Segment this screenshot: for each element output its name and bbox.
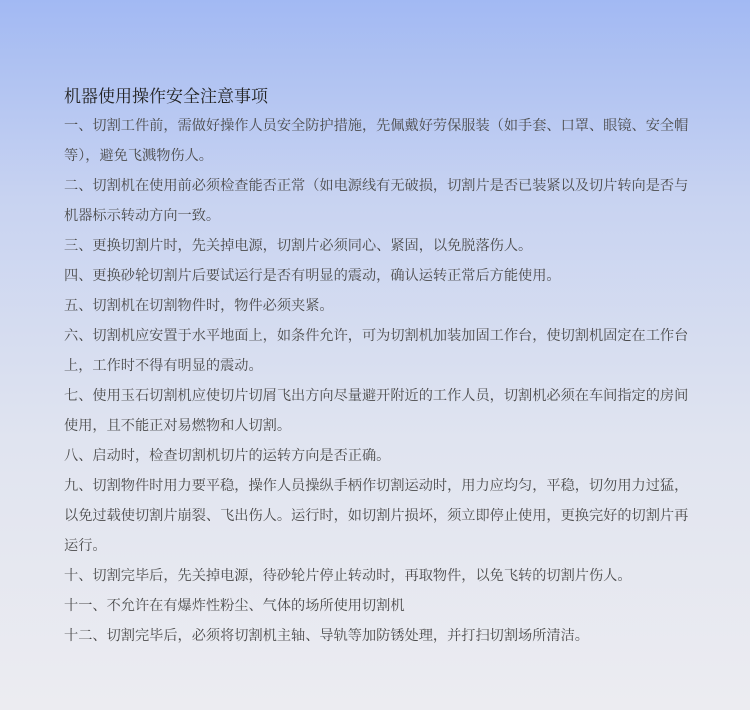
paragraph-item-11: 十一、不允许在有爆炸性粉尘、气体的场所使用切割机: [64, 598, 405, 614]
paragraph-item-5: 五、切割机在切割物件时，物件必须夹紧。: [64, 298, 334, 314]
paragraph-item-7: 七、使用玉石切割机应使切片切屑飞出方向尽量避开附近的工作人员，切割机必须在车间指定的房间使用，且不能正对易燃物和人切割。: [64, 388, 689, 434]
paragraph-item-1: 一、切割工件前，需做好操作人员安全防护措施，先佩戴好劳保服装（如手套、口罩、眼镜、安全帽等），避免飞溅物伤人。: [64, 118, 689, 164]
paragraph-item-6: 六、切割机应安置于水平地面上，如条件允许，可为切割机加装加固工作台，使切割机固定在工作台上，工作时不得有明显的震动。: [64, 328, 689, 374]
paragraph-item-3: 三、更换切割片时，先关掉电源，切割片必须同心、紧固，以免脱落伤人。: [64, 238, 533, 254]
paragraph-item-8: 八、启动时，检查切割机切片的运转方向是否正确。: [64, 448, 391, 464]
document-body: [64, 111, 690, 651]
paragraph-item-4: 四、更换砂轮切割片后要试运行是否有明显的震动，确认运转正常后方能使用。: [64, 268, 561, 284]
paragraph-item-9: 九、切割物件时用力要平稳，操作人员操纵手柄作切割运动时，用力应均匀，平稳，切勿用力过猛，以免过载使切割片崩裂、飞出伤人。运行时，如切割片损坏，须立即停止使用，更换完好的切割片再运行。: [64, 478, 689, 554]
paragraph-item-10: 十、切割完毕后，先关掉电源，待砂轮片停止转动时，再取物件，以免飞转的切割片伤人。: [64, 568, 632, 584]
document-title: 机器使用操作安全注意事项: [64, 87, 268, 107]
paragraph-item-12: 十二、切割完毕后，必须将切割机主轴、导轨等加防锈处理，并打扫切割场所清洁。: [64, 628, 589, 644]
paragraph-item-2: 二、切割机在使用前必须检查能否正常（如电源线有无破损，切割片是否已装紧以及切片转向是否与机器标示转动方向一致。: [64, 178, 689, 224]
